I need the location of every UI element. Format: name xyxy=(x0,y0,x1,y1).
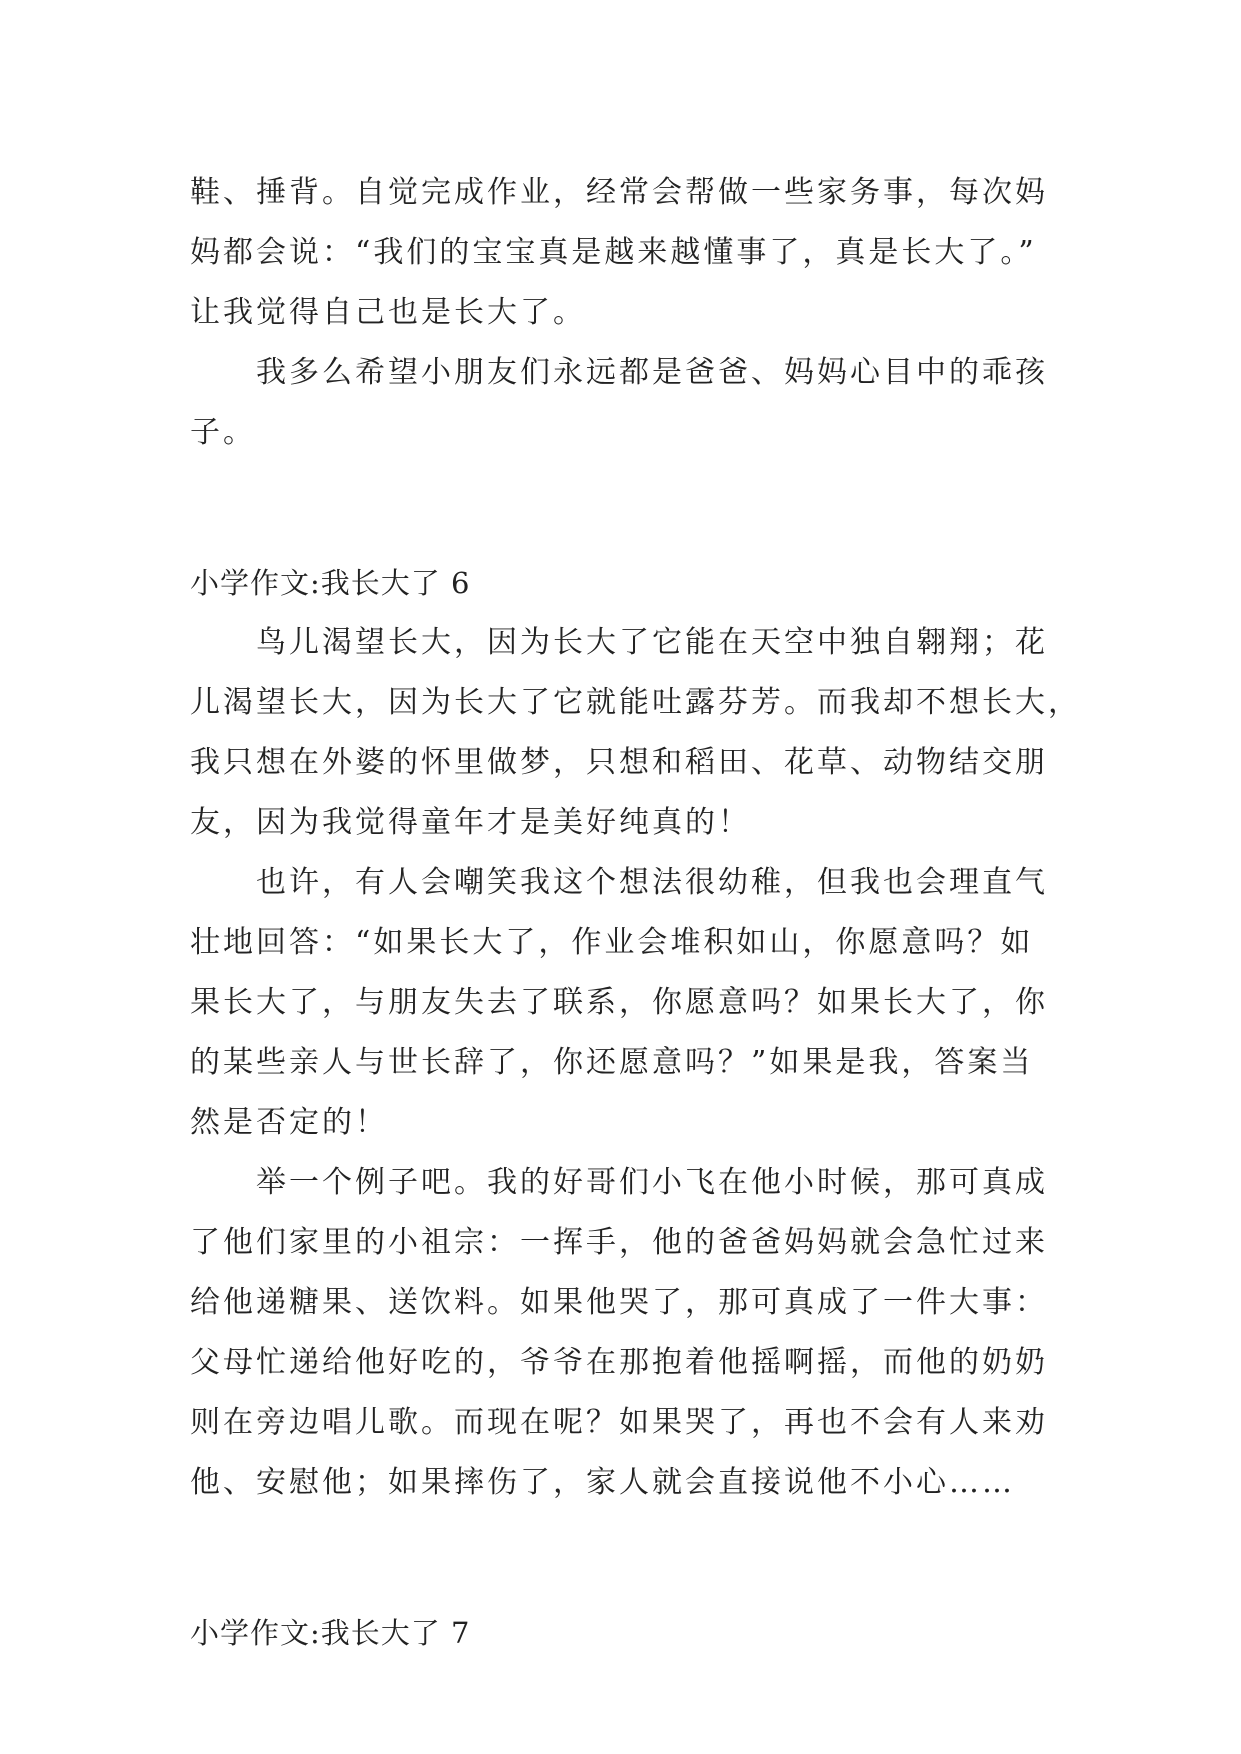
text-line: 鞋、捶背。自觉完成作业，经常会帮做一些家务事，每次妈 xyxy=(190,175,1048,210)
text-line: 的某些亲人与世长辞了，你还愿意吗？”如果是我，答案当 xyxy=(190,1045,1034,1080)
text-line: 父母忙递给他好吃的，爷爷在那抱着他摇啊摇，而他的奶奶 xyxy=(190,1345,1048,1380)
text-line: 了他们家里的小祖宗：一挥手，他的爸爸妈妈就会急忙过来 xyxy=(190,1225,1048,1260)
text-line: 我多么希望小朋友们永远都是爸爸、妈妈心目中的乖孩 xyxy=(190,355,1048,390)
paragraph-5 xyxy=(190,1153,1056,1513)
text-line: 壮地回答：“如果长大了，作业会堆积如山，你愿意吗？如 xyxy=(190,925,1034,960)
text-line: 也许，有人会嘲笑我这个想法很幼稚，但我也会理直气 xyxy=(190,865,1048,900)
text-line: 给他递糖果、送饮料。如果他哭了，那可真成了一件大事： xyxy=(190,1285,1048,1320)
text-line: 然是否定的！ xyxy=(190,1105,388,1140)
paragraph-3 xyxy=(190,613,1081,853)
text-line: 让我觉得自己也是长大了。 xyxy=(190,295,586,330)
essay-heading-6: 小学作文:我长大了 6 xyxy=(190,566,471,600)
paragraph-2 xyxy=(190,343,1056,463)
text-line: 果长大了，与朋友失去了联系，你愿意吗？如果长大了，你 xyxy=(190,985,1048,1020)
section-gap xyxy=(190,463,1056,553)
text-line: 则在旁边唱儿歌。而现在呢？如果哭了，再也不会有人来劝 xyxy=(190,1405,1048,1440)
text-line: 鸟儿渴望长大，因为长大了它能在天空中独自翱翔；花 xyxy=(190,625,1048,660)
text-line: 友，因为我觉得童年才是美好纯真的！ xyxy=(190,805,751,840)
text-line: 他、安慰他；如果摔伤了，家人就会直接说他不小心…… xyxy=(190,1465,1015,1500)
text-line: 子。 xyxy=(190,415,256,450)
paragraph-4 xyxy=(190,853,1056,1153)
paragraph-1 xyxy=(190,163,1056,343)
essay-heading-7: 小学作文:我长大了 7 xyxy=(190,1616,471,1650)
document-body xyxy=(190,163,1081,1663)
text-line: 儿渴望长大，因为长大了它就能吐露芬芳。而我却不想长大， xyxy=(190,685,1081,720)
text-line: 我只想在外婆的怀里做梦，只想和稻田、花草、动物结交朋 xyxy=(190,745,1048,780)
section-gap xyxy=(190,1513,1056,1603)
text-line: 妈都会说：“我们的宝宝真是越来越懂事了，真是长大了。” xyxy=(190,235,1037,270)
text-line: 举一个例子吧。我的好哥们小飞在他小时候，那可真成 xyxy=(190,1165,1048,1200)
